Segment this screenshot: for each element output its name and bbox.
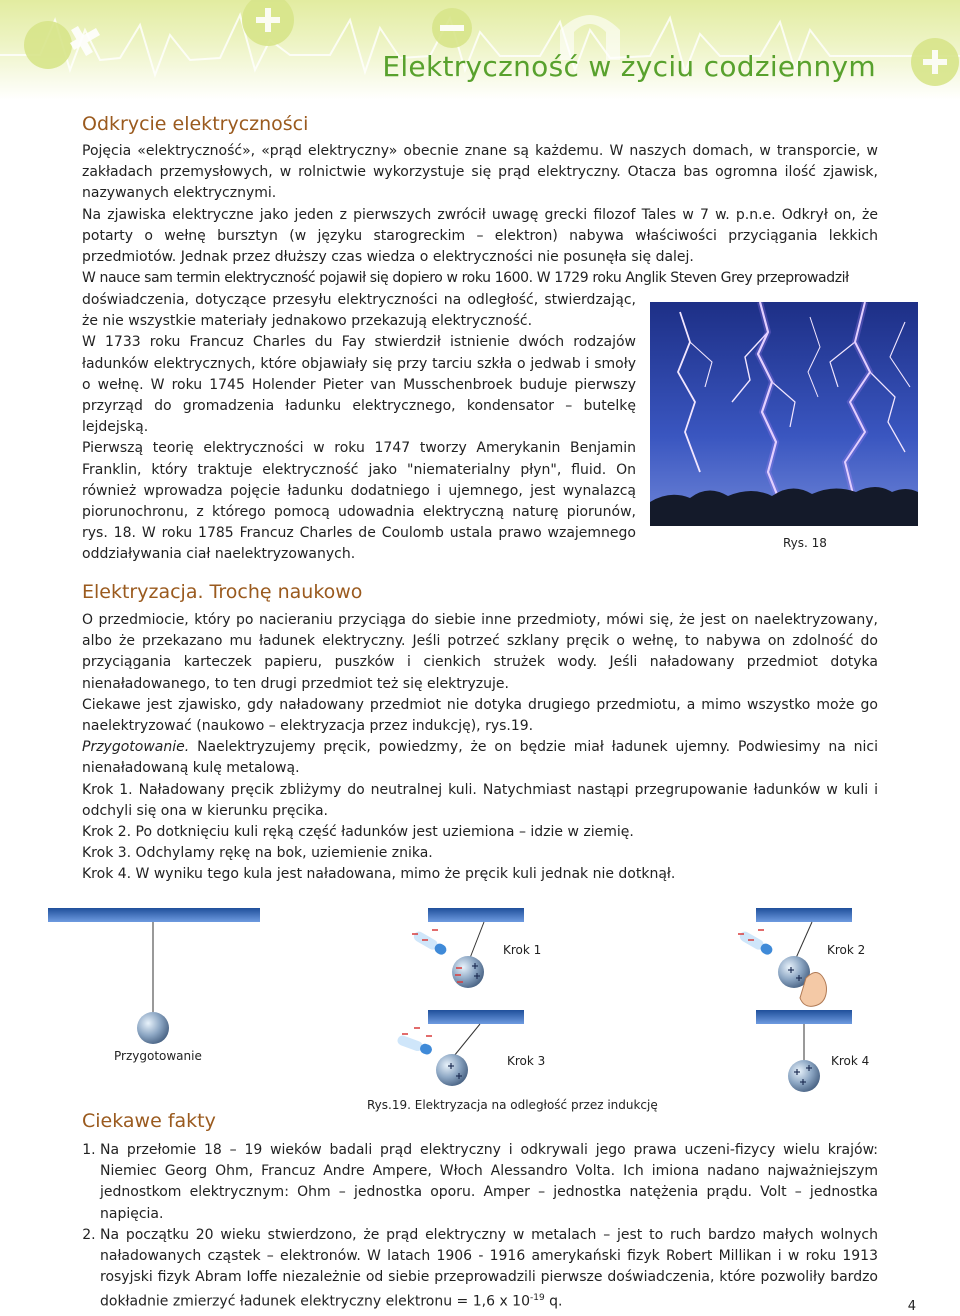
diagram-preparation [48, 908, 260, 1044]
figure-19-caption: Rys.19. Elektryzacja na odległość przez indukcję [367, 1098, 658, 1112]
paragraph [82, 737, 878, 779]
label-preparation: Przygotowanie [114, 1049, 202, 1063]
label-step-3: Krok 3 [507, 1054, 546, 1068]
fact-2 [100, 1225, 878, 1313]
paragraph: O przedmiocie, który po nacieraniu przyciąga do siebie inne przedmioty, mówi się, że jest on naelektryzowany, albo że przekazano mu ładunek elektryczny. Jeśli potrzeć szklany pręcik o wełnę, to nabywa on zdolność do przyciągania karteczek papieru, puszków i cienkich strużek wody. Jeśli naładowany przedmiot dotyka nienaładowanego, to ten drugi przedmiot też się elektryzuje. [82, 612, 878, 692]
label-step-4: Krok 4 [831, 1054, 870, 1068]
paragraph: Pierwszą teorię elektryczności w roku 1747 tworzy Amerykanin Benjamin Franklin, który traktuje elektryczność jako "niematerialny płyn", fluid. On również wprowadza pojęcie ładunku dodatniego i ujemnego, jest wynalazcą piorunochronu, z którego pomocą udowadnia elektryczną naturę piorunów, rys. 18. W roku 1785 Francuz Charles de Coulomb ustala prawo wzajemnego oddziaływania ciał naelektryzowanych. [82, 440, 636, 563]
step-4: Krok 4. W wyniku tego kula jest naładowana, mimo że pręcik kuli jednak nie dotknął. [82, 866, 676, 883]
preparation-label: Przygotowanie. [82, 739, 190, 756]
diagram-step-2 [738, 908, 852, 1006]
figure-19-induction [0, 900, 960, 1100]
fact-2-exponent: -19 [530, 1293, 545, 1304]
label-step-1: Krok 1 [503, 943, 542, 957]
discovery-text-left [82, 290, 636, 566]
label-step-2: Krok 2 [827, 943, 866, 957]
lightning-photo [650, 302, 918, 526]
paragraph: W 1733 roku Francuz Charles du Fay stwierdził istnienie dwóch rodzajów ładunków elektrycznych, które objawiały się przy tarciu szkła o jedwab i smoły o wełnę. W roku 1745 Holender Pieter van Musschenbroek buduje pierwszy przyrząd do gromadzenia ładunku elektrycznego, kondensator – butelkę lejdejską. [82, 334, 636, 436]
section-heading-facts: Ciekawe fakty [82, 1110, 216, 1132]
preparation-text: Naelektryzujemy pręcik, powiedzmy, że on będzie miał ładunek ujemny. Podwiesimy na nici nienaładowaną kulę metalową. [82, 739, 878, 777]
section-heading-discovery: Odkrycie elektryczności [82, 113, 309, 135]
figure-18-caption: Rys. 18 [783, 536, 827, 550]
electrization-text [82, 610, 878, 886]
diagram-step-4 [756, 1010, 852, 1092]
diagram-step-3 [396, 1010, 524, 1086]
step-2: Krok 2. Po dotknięciu kuli ręką część ładunków jest uziemiona – idzie w ziemię. [82, 824, 634, 841]
paragraph: Pojęcia «elektryczność», «prąd elektryczny» obecnie znane są każdemu. W naszych domach, w transporcie, w zakładach przemysłowych, w rolnictwie wykorzystuje się prąd elektryczny. Otacza bas ogromna ilość zjawisk, nazywanych elektrycznymi. [82, 143, 878, 202]
section-heading-electrization: Elektryzacja. Trochę naukowo [82, 581, 363, 603]
paragraph: Ciekawe jest zjawisko, gdy naładowany przedmiot nie dotyka drugiego przedmiotu, a mimo wszystko może go naelektryzować (naukowo – elektryzacja przez indukcję), rys.19. [82, 696, 878, 735]
paragraph: W nauce sam termin elektryczność pojawił się dopiero w roku 1600. W 1729 roku Anglik Steven Grey przeprowadził [82, 270, 849, 287]
fact-1: 1. Na przełomie 18 – 19 wieków badali prąd elektryczny i odkrywali jego prawa uczeni-fizycy wielu krajów: Niemiec Georg Ohm, Francuz Andre Ampere, Włoch Alessandro Volta. Ich imiona nadano najważniejszym jednostkom elektrycznym: Ohm – jednostka oporu. Amper – jednostka natężenia prądu. Volt – jednostka napięcia. [100, 1140, 878, 1225]
fact-2-end: q. [544, 1294, 563, 1311]
page-title: Elektryczność w życiu codziennym [382, 50, 876, 83]
fact-2-text: Na początku 20 wieku stwierdzono, że prąd elektryczny w metalach – jest to ruch bardzo małych wolnych naładowanych cząstek – elektronów. W latach 1906 - 1916 amerykański fizyk Robert Millikan i w roku 1913 rosyjski fizyk Abram Ioffe niezależnie od siebie przeprowadzili pierwsze doświadczenia, które pozwoliły bardzo dokładnie zmierzyć ładunek elektryczny elektronu = 1,6 x 10 [100, 1226, 878, 1311]
step-1: Krok 1. Naładowany pręcik zbliżymy do neutralnej kuli. Natychmiast nastąpi przegrupowanie ładunków w kuli i odchyli się ona w kierunku pręcika. [82, 781, 878, 819]
step-3: Krok 3. Odchylamy rękę na bok, uziemienie znika. [82, 845, 433, 862]
paragraph: Na zjawiska elektryczne jako jeden z pierwszych zwrócił uwagę grecki filozof Tales w 7 w. p.n.e. Odkrył on, że potarty o wełnę bursztyn (w języku starogreckim – elektron) nabywa właściwości przyciągania lekkich przedmiotów. Jednak przez dłuższy czas wiedza o elektryczności nie posunęła się dalej. [82, 206, 878, 266]
page-number: 4 [907, 1299, 916, 1314]
paragraph: doświadczenia, dotyczące przesyłu elektryczności na odległość, stwierdzając, że nie wszystkie materiały jednakowo przekazują elektryczność. [82, 292, 636, 330]
facts-list [82, 1140, 878, 1313]
discovery-text-top [82, 141, 878, 289]
